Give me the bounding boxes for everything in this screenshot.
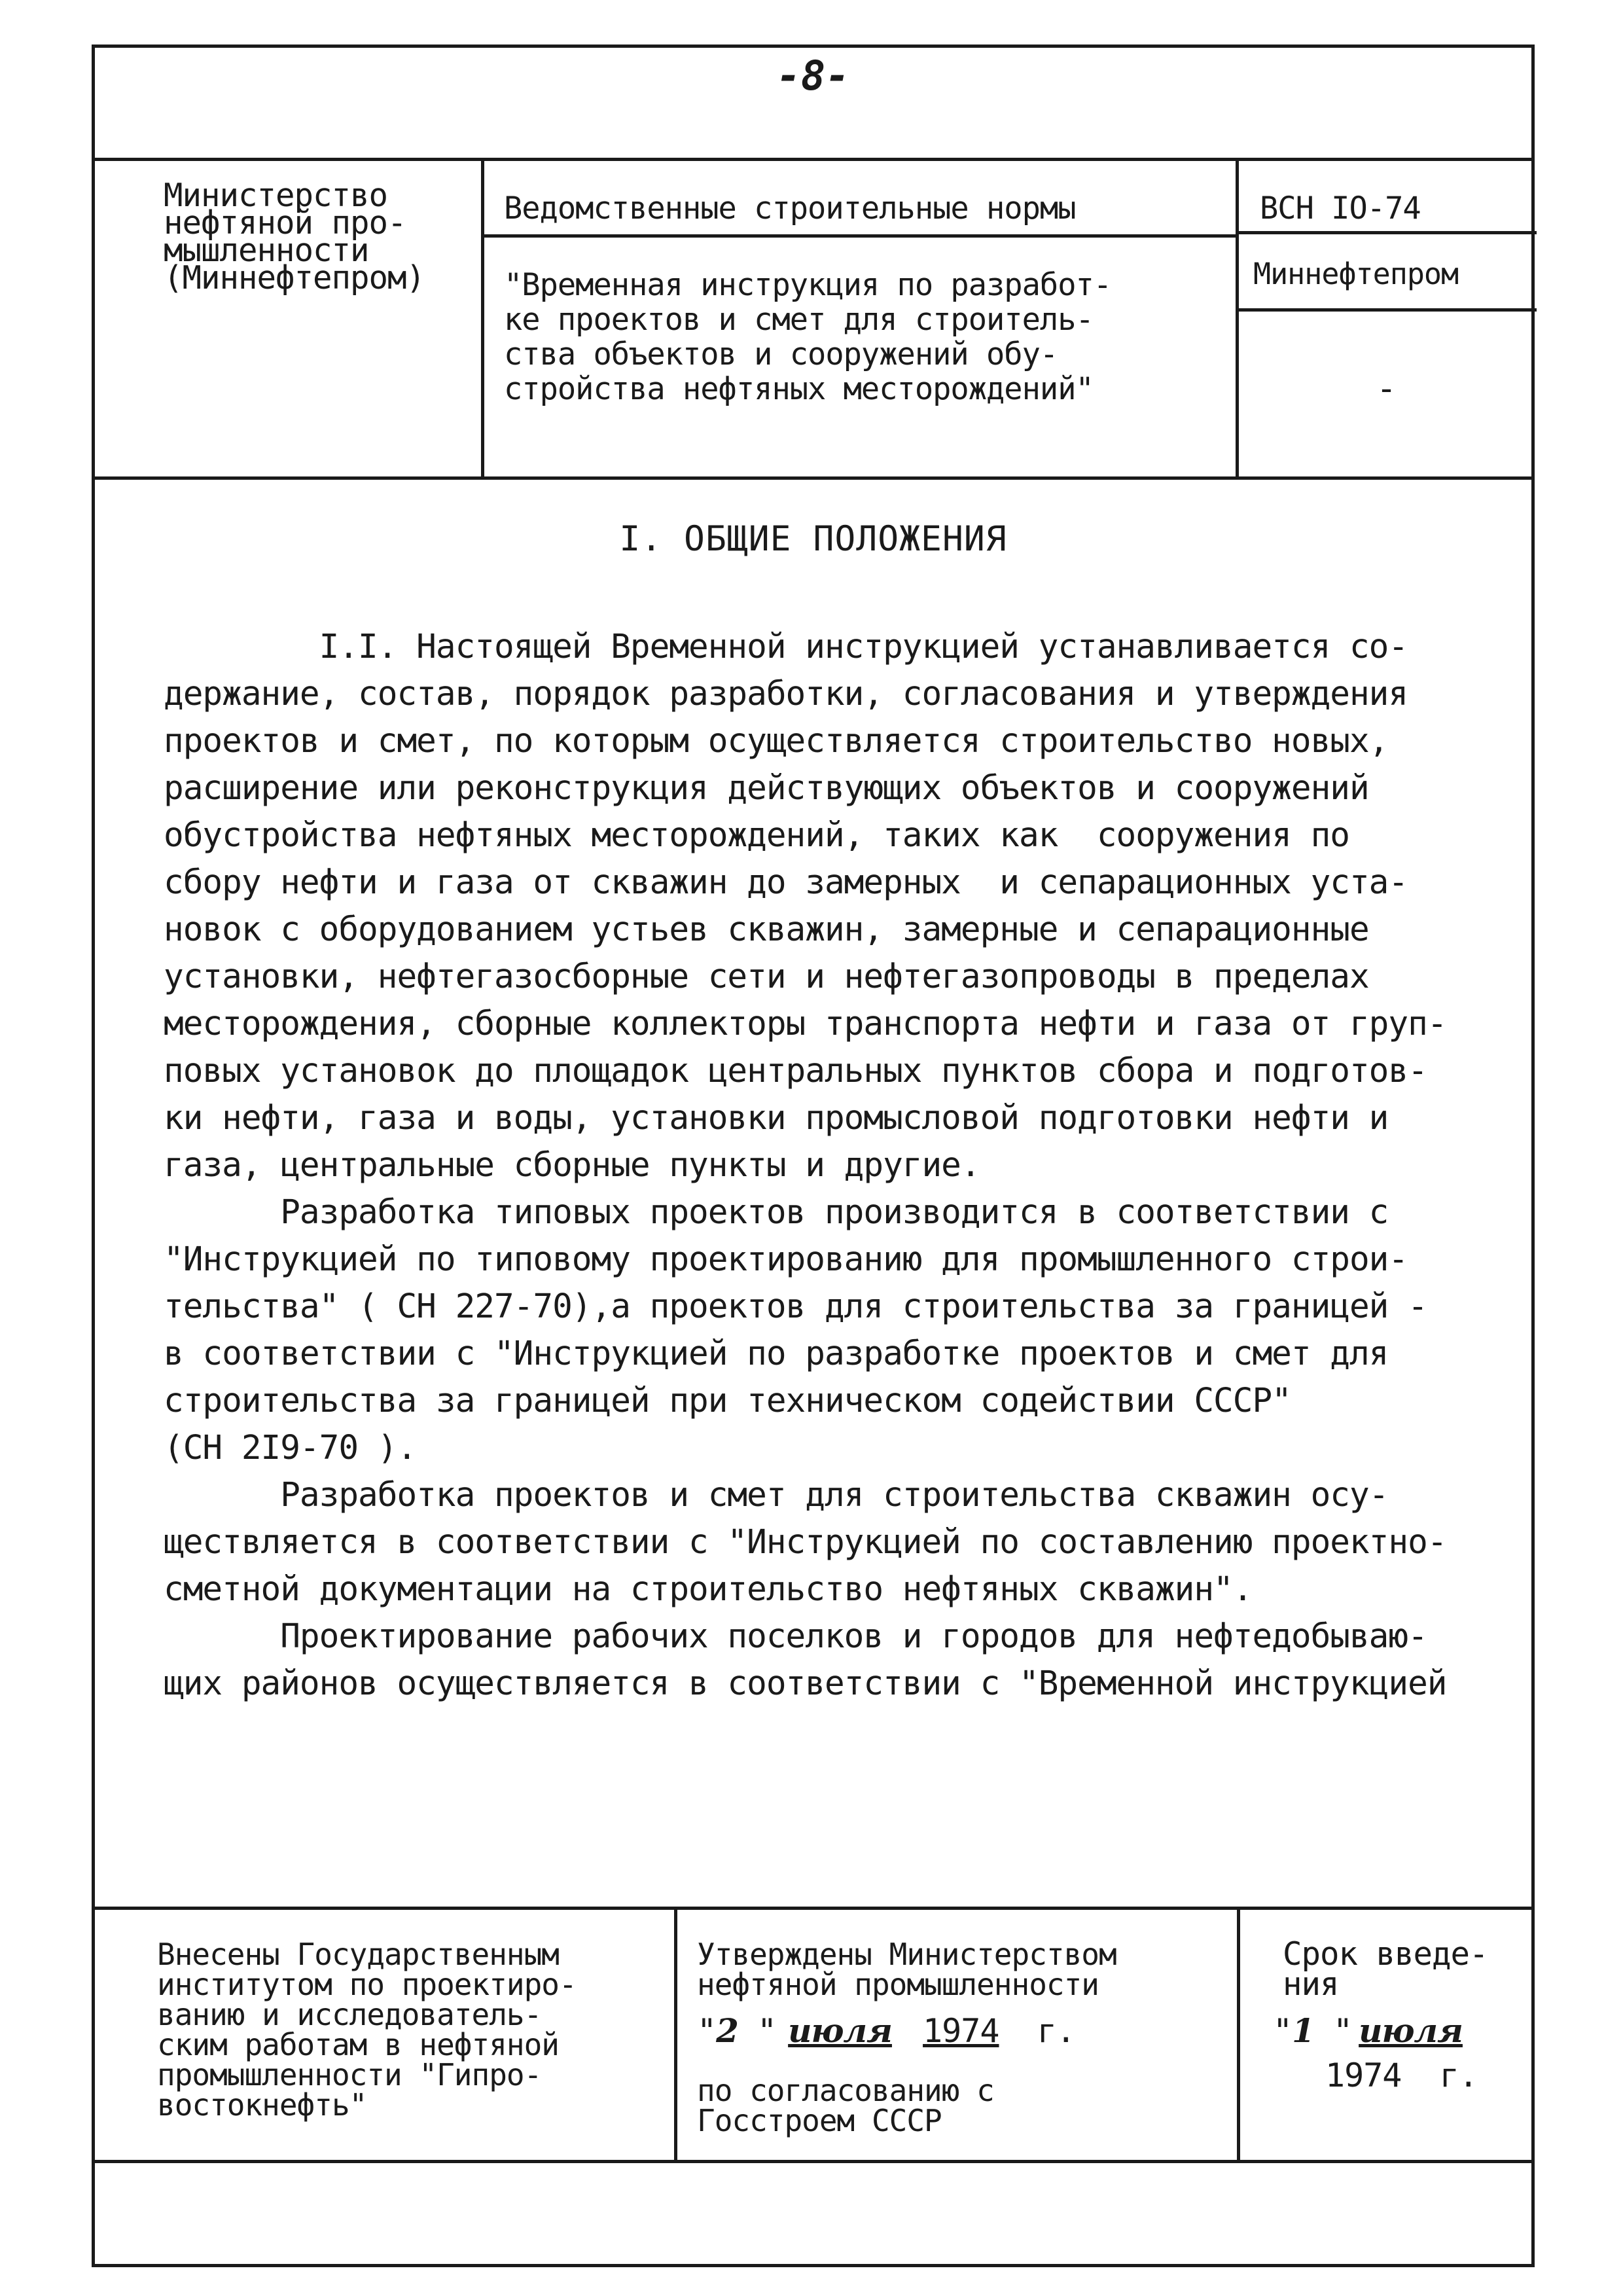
divider xyxy=(1237,1907,1240,2162)
approved-year: 1974 xyxy=(923,2012,999,2050)
effective-date: "1 " июля xyxy=(1273,2011,1463,2050)
divider xyxy=(481,234,1239,238)
approved-month: июля xyxy=(788,2011,892,2050)
approved-year-suffix: г. xyxy=(1037,2012,1075,2050)
ministry-name: Министерство нефтяной про- мышленности (Миннефтепром) xyxy=(164,177,425,296)
section-body: I.I. Настоящей Временной инструкцией устанавливается со- держание, состав, порядок разработки, согласования и утверждения проектов и смет, по которым осуществляется строительство новых, расширение или реконструкция действующих объектов и сооружений обустройства нефтяных месторождений, таких как сооружения по сбору нефти и газа от скважин до замерных и сепарационных уста- новок с оборудованием устьев скважин, замерные и сепарационные установки, нефтегазосборные сети и нефтегазопроводы в пределах месторождения, сборные коллекторы транспорта нефти и газа от груп- повых установок до площадок центральных пунктов сбора и подготов- ки нефти, газа и воды, установки промысловой подготовки нефти и газа, центральные сборные пункты и другие. Разработка типовых проектов производится в соответствии с "Инструкцией по типовому проектированию для промышленного строи- тельства" ( СН 227-70),а проектов для строительства за границей - в соответствии с "Инструкцией по разработке проектов и смет для строительства за границей при техническом содействии СССР" (СН 2I9-70 ). Разработка проектов и смет для строительства скважин осу- ществляется в соответствии с "Инструкцией по составлению проектно- сметной документации на строительство нефтяных скважин". Проектирование рабочих поселков и городов для нефтедобываю- щих районов осуществляется в соответствии с "Временной инструкцией xyxy=(164,628,1447,1703)
effective-year-line xyxy=(1325,2056,1478,2095)
divider xyxy=(95,476,1531,480)
divider xyxy=(481,158,484,478)
approved-day: 2 xyxy=(716,2011,738,2050)
introduced-by: Внесены Государственным институтом по проектиро- ванию и исследователь- ским работам в нефтяной промышленности "Гипро- востокнефть" xyxy=(157,1937,577,2123)
divider xyxy=(1236,158,1239,478)
divider xyxy=(1236,231,1537,234)
effective-month: июля xyxy=(1359,2011,1463,2050)
divider xyxy=(95,1907,1531,1910)
norm-type: Ведомственные строительные нормы xyxy=(504,190,1076,226)
agreed-with: по согласованию с Госстроем СССР xyxy=(697,2073,994,2138)
section-title: I. ОБЩИЕ ПОЛОЖЕНИЯ xyxy=(619,519,1007,559)
effective-year-suffix: г. xyxy=(1439,2056,1478,2094)
divider xyxy=(674,1907,677,2162)
document-title: "Временная инструкция по разработ- ке проектов и смет для строитель- ства объектов и сооружений обу- стройства нефтяных месторождений" xyxy=(504,267,1112,407)
approved-by: Утверждены Министерством нефтяной промышленности xyxy=(697,1937,1116,2002)
effective-year: 1974 xyxy=(1325,2056,1402,2094)
effective-day: 1 xyxy=(1292,2011,1314,2050)
divider xyxy=(95,158,1531,161)
replaces-value: - xyxy=(1376,369,1397,408)
approved-date: "2 " июля 1974 г. xyxy=(697,2011,1075,2050)
ministry-short: Миннефтепром xyxy=(1253,257,1459,291)
document-code: ВСН IO-74 xyxy=(1260,190,1421,226)
divider xyxy=(1236,308,1537,312)
divider xyxy=(95,2160,1531,2163)
document-frame xyxy=(92,45,1535,2267)
effective-label: Срок введе- ния xyxy=(1283,1935,1488,2003)
page-number: -8- xyxy=(776,52,850,99)
